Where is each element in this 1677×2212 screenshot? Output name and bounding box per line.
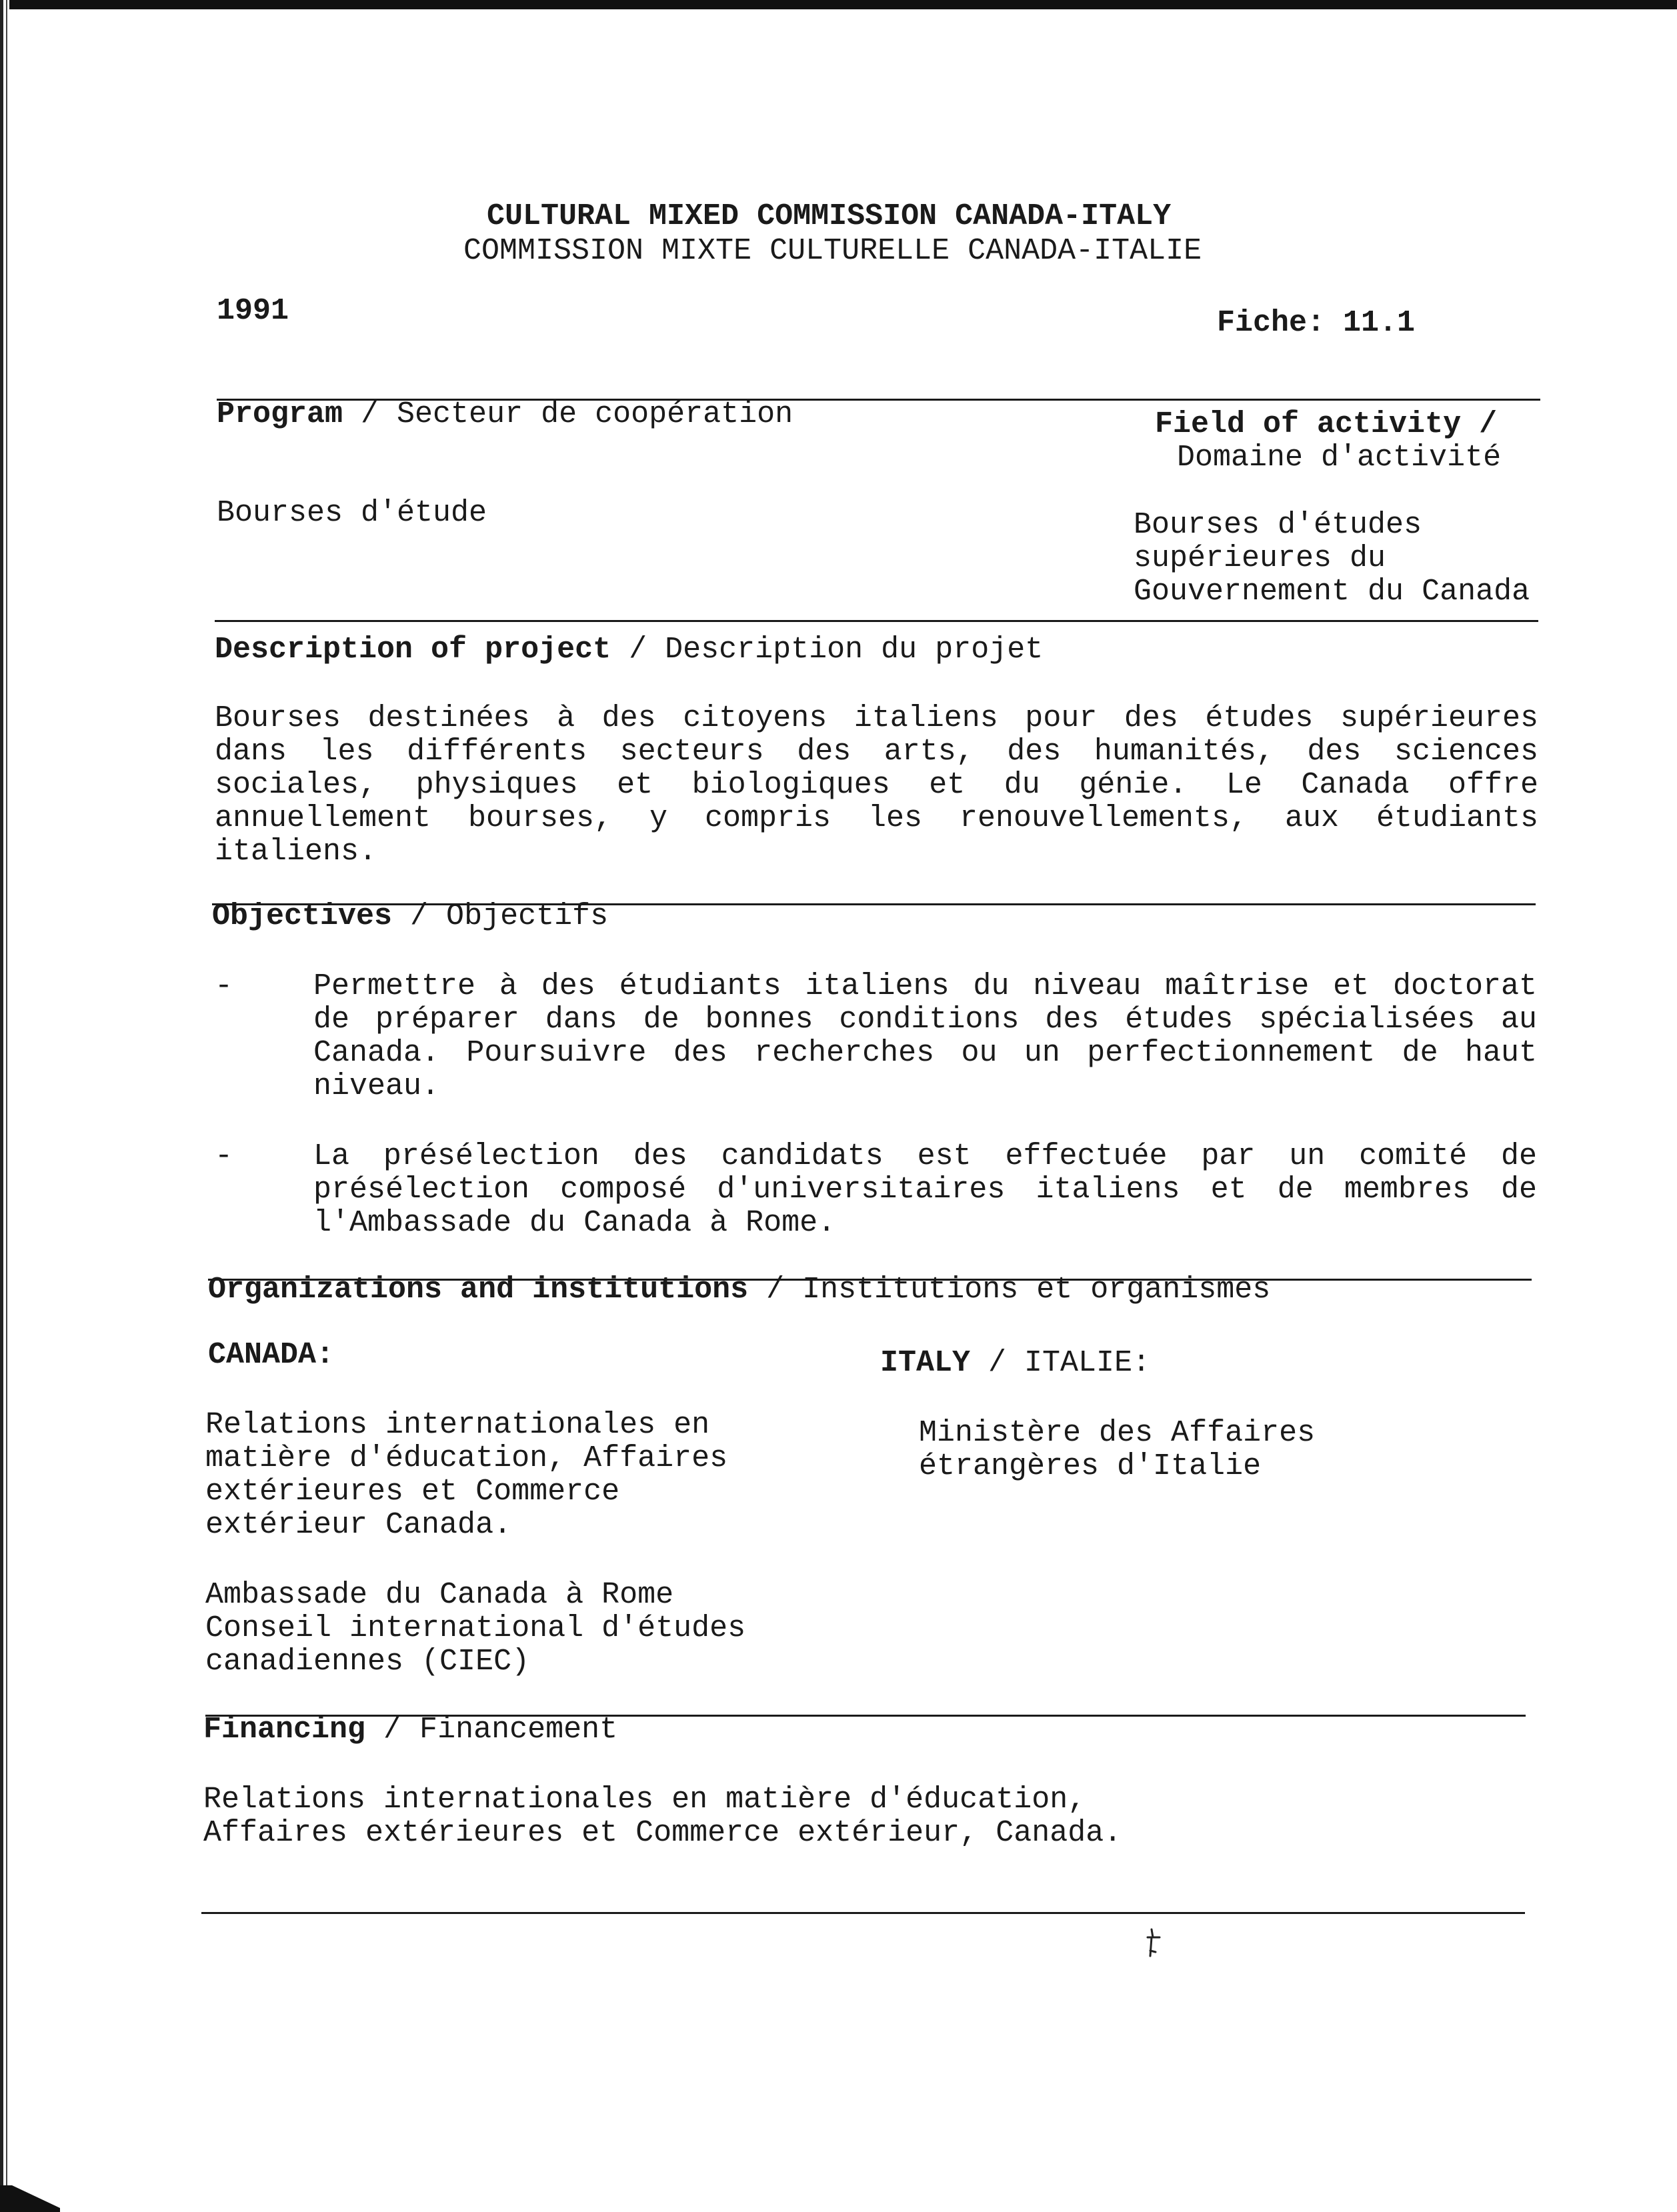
- italy-org-line-1: Ministère des Affaires: [919, 1416, 1316, 1450]
- handwritten-mark: [1144, 1927, 1164, 1960]
- financing-label-en: Financing: [203, 1713, 366, 1747]
- organizations-label-en: Organizations and institutions: [208, 1273, 749, 1307]
- scan-border-top: [0, 0, 1677, 9]
- objectives-label-fr: / Objectifs: [392, 899, 609, 933]
- fiche-reference: [1217, 307, 1415, 340]
- bullet-dash-2: -: [215, 1139, 233, 1173]
- fiche-value: 11.1: [1343, 306, 1416, 340]
- canada-org-1-line-4: extérieur Canada.: [205, 1508, 512, 1542]
- financing-line-1: Relations internationales en matière d'éducation,: [203, 1783, 1086, 1817]
- title-french: COMMISSION MIXTE CULTURELLE CANADA-ITALIE: [463, 234, 1202, 268]
- objective-item-2: La présélection des candidats est effectuée par un comité de présélection composé d'universitaires italiens et de membres de l'Ambassade du Canada à Rome.: [313, 1139, 1537, 1240]
- description-text: Bourses destinées à des citoyens italiens pour des études supérieures dans les différents secteurs des arts, des humanités, des sciences sociales, physiques et biologiques et du génie. Le Canada offre annuellement bourses, y compris les renouvellements, aux étudiants italiens.: [215, 701, 1538, 869]
- italy-label-fr: / ITALIE:: [970, 1346, 1151, 1380]
- italy-label: [880, 1347, 1150, 1380]
- canada-label: CANADA:: [208, 1338, 335, 1372]
- canada-org-2-line-2: Conseil international d'études: [205, 1611, 746, 1645]
- description-label-fr: / Description du projet: [611, 633, 1044, 667]
- program-value: Bourses d'étude: [217, 496, 487, 530]
- description-label-en: Description of project: [215, 633, 611, 667]
- canada-org-1-line-3: extérieures et Commerce: [205, 1475, 620, 1509]
- divider-6: [201, 1912, 1525, 1914]
- program-heading: [217, 398, 793, 431]
- field-label-en: Field of activity /: [1155, 407, 1498, 441]
- financing-line-2: Affaires extérieures et Commerce extérieur, Canada.: [203, 1816, 1122, 1850]
- financing-label-fr: / Financement: [365, 1713, 618, 1747]
- scan-border-left: [0, 0, 9, 2212]
- italy-label-en: ITALY: [880, 1346, 971, 1380]
- program-label-en: Program: [217, 397, 343, 431]
- description-heading: [215, 633, 1043, 667]
- canada-org-1-line-1: Relations internationales en: [205, 1408, 710, 1442]
- canada-org-1-line-2: matière d'éducation, Affaires: [205, 1441, 728, 1475]
- objective-item-1: Permettre à des étudiants italiens du niveau maîtrise et doctorat de préparer dans de bonnes conditions des études spécialisées au Canada. Poursuivre des recherches ou un perfectionnement de haut niveau.: [313, 969, 1537, 1103]
- scan-corner-mark: [0, 2185, 60, 2212]
- organizations-heading: [208, 1273, 1270, 1307]
- bullet-dash-1: -: [215, 969, 233, 1003]
- financing-heading: [203, 1713, 617, 1747]
- field-value-line-2: supérieures du: [1134, 541, 1386, 575]
- title-english: CULTURAL MIXED COMMISSION CANADA-ITALY: [487, 199, 1172, 233]
- canada-org-2-line-3: canadiennes (CIEC): [205, 1645, 530, 1679]
- objectives-heading: [212, 900, 608, 933]
- program-label-fr: / Secteur de coopération: [343, 397, 793, 431]
- canada-org-2-line-1: Ambassade du Canada à Rome: [205, 1578, 674, 1612]
- italy-org-line-2: étrangères d'Italie: [919, 1449, 1262, 1483]
- field-value-line-1: Bourses d'études: [1134, 508, 1422, 542]
- divider-2: [215, 620, 1538, 622]
- organizations-label-fr: / Institutions et organismes: [748, 1273, 1271, 1307]
- year: 1991: [217, 294, 289, 328]
- field-value-line-3: Gouvernement du Canada: [1134, 575, 1530, 609]
- fiche-label: Fiche:: [1217, 306, 1326, 340]
- objectives-label-en: Objectives: [212, 899, 393, 933]
- field-label-fr: Domaine d'activité: [1177, 441, 1502, 475]
